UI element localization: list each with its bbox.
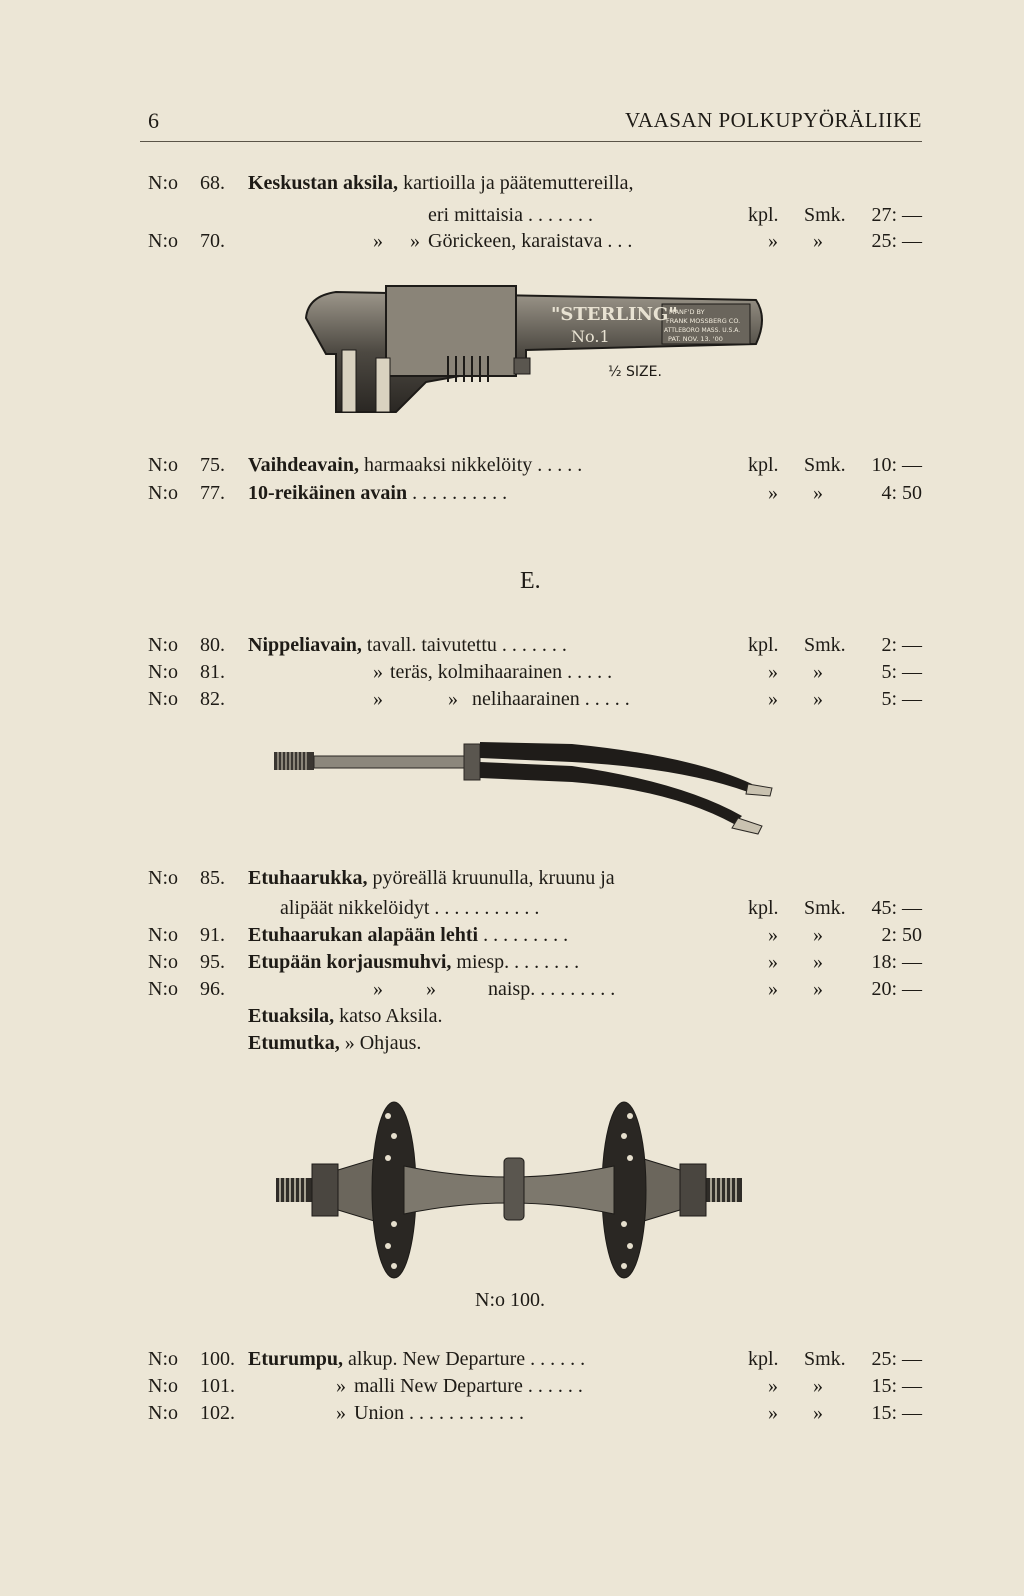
item-number: 101.	[200, 1375, 235, 1397]
item-description	[248, 170, 634, 196]
item-number: 85.	[200, 867, 225, 889]
item-no-label: N:o	[148, 867, 178, 889]
item-row	[148, 452, 922, 478]
item-unit: kpl.	[748, 454, 779, 476]
item-price: 4: 50	[881, 482, 922, 504]
item-row	[148, 659, 922, 685]
item-description	[248, 865, 615, 891]
item-currency: Smk.	[804, 454, 846, 476]
item-price: 5: —	[881, 688, 922, 710]
item-description	[248, 1030, 421, 1056]
item-detail: alipäät nikkelöidyt . . . . . . . . . . .	[280, 897, 540, 919]
running-title: VAASAN POLKUPYÖRÄLIIKE	[624, 108, 922, 132]
ditto-mark: »	[448, 688, 458, 710]
item-unit: »	[768, 230, 778, 252]
item-price: 18: —	[871, 951, 922, 973]
item-currency: »	[813, 924, 823, 946]
item-number: 96.	[200, 978, 225, 1000]
item-unit: kpl.	[748, 897, 779, 919]
wrench-scale-label: ½ SIZE.	[608, 364, 662, 380]
item-price: 5: —	[881, 661, 922, 683]
ditto-mark: »	[336, 1402, 346, 1424]
item-currency: »	[813, 230, 823, 252]
item-row	[148, 632, 922, 658]
item-price: 25: —	[871, 1348, 922, 1370]
item-no-label: N:o	[148, 951, 178, 973]
item-price: 45: —	[871, 897, 922, 919]
page-header	[148, 104, 922, 140]
item-currency: »	[813, 978, 823, 1000]
item-price: 15: —	[871, 1375, 922, 1397]
item-number: 82.	[200, 688, 225, 710]
item-row-continued	[148, 895, 922, 921]
item-detail: pyöreällä kruunulla, kruunu ja	[372, 867, 615, 889]
item-name: Etuaksila,	[248, 1005, 335, 1027]
item-currency: »	[813, 661, 823, 683]
fork-illustration	[272, 738, 802, 858]
item-number: 91.	[200, 924, 225, 946]
hub-body	[338, 1102, 680, 1278]
item-description	[248, 1003, 443, 1029]
item-row	[148, 1346, 922, 1372]
item-name: Etupään korjausmuhvi,	[248, 951, 452, 973]
wrench-brand-label: "STERLING"	[551, 304, 678, 325]
item-name: Eturumpu,	[248, 1348, 344, 1370]
item-number: 70.	[200, 230, 225, 252]
item-no-label: N:o	[148, 230, 178, 252]
item-number: 81.	[200, 661, 225, 683]
item-no-label: N:o	[148, 1402, 178, 1424]
item-name: Keskustan aksila,	[248, 172, 399, 194]
item-no-label: N:o	[148, 978, 178, 1000]
item-detail: tavall. taivutettu . . . . . . .	[366, 634, 567, 656]
item-name: Nippeliavain,	[248, 634, 362, 656]
header-rule	[140, 141, 922, 142]
item-detail: harmaaksi nikkelöity . . . . .	[363, 454, 583, 476]
item-detail: nelihaarainen . . . . .	[472, 688, 630, 710]
item-number: 68.	[200, 172, 225, 194]
item-description	[248, 480, 507, 506]
item-number: 95.	[200, 951, 225, 973]
item-row	[148, 865, 922, 891]
cross-reference	[148, 1030, 922, 1056]
item-name: Etumutka,	[248, 1032, 340, 1054]
item-unit: »	[768, 978, 778, 1000]
item-name: Etuhaarukka,	[248, 867, 368, 889]
hub-illustration	[274, 1096, 744, 1286]
item-description	[248, 949, 579, 975]
item-row	[148, 949, 922, 975]
item-no-label: N:o	[148, 454, 178, 476]
item-currency: »	[813, 482, 823, 504]
item-row	[148, 1400, 922, 1426]
fork-steerer	[274, 744, 480, 780]
item-detail: katso Aksila.	[339, 1005, 443, 1027]
item-no-label: N:o	[148, 924, 178, 946]
item-currency: »	[813, 951, 823, 973]
item-unit: »	[768, 482, 778, 504]
fork-blades	[480, 742, 772, 834]
item-unit: kpl.	[748, 634, 779, 656]
item-detail: malli New Departure . . . . . .	[354, 1375, 583, 1397]
item-detail: Union . . . . . . . . . . . .	[354, 1402, 524, 1424]
item-price: 10: —	[871, 454, 922, 476]
item-detail: kartioilla ja päätemuttereilla,	[403, 172, 634, 194]
item-unit: »	[768, 661, 778, 683]
item-detail: eri mittaisia . . . . . . .	[428, 204, 593, 226]
ditto-mark: »	[373, 978, 383, 1000]
ditto-mark: »	[373, 230, 383, 252]
item-price: 2: 50	[881, 924, 922, 946]
section-heading: E.	[520, 568, 541, 594]
item-number: 75.	[200, 454, 225, 476]
item-price: 15: —	[871, 1402, 922, 1424]
item-currency: »	[813, 1402, 823, 1424]
wrench-illustration	[296, 278, 776, 428]
item-row	[148, 686, 922, 712]
item-description	[248, 922, 568, 948]
item-currency: Smk.	[804, 204, 846, 226]
item-no-label: N:o	[148, 1348, 178, 1370]
item-price: 27: —	[871, 204, 922, 226]
item-row	[148, 922, 922, 948]
item-no-label: N:o	[148, 482, 178, 504]
item-description	[248, 1346, 585, 1372]
item-row-continued	[148, 202, 922, 228]
item-currency: »	[813, 1375, 823, 1397]
ditto-mark: »	[373, 661, 383, 683]
page-number: 6	[148, 108, 159, 133]
item-row	[148, 976, 922, 1002]
item-name: Vaihdeavain,	[248, 454, 359, 476]
item-row	[148, 1373, 922, 1399]
item-description	[248, 452, 582, 478]
item-unit: »	[768, 924, 778, 946]
item-no-label: N:o	[148, 688, 178, 710]
wrench-maker-line: PAT. NOV. 13. '00	[668, 335, 723, 343]
wrench-body	[306, 286, 762, 412]
item-unit: »	[768, 1375, 778, 1397]
item-currency: »	[813, 688, 823, 710]
ditto-mark: »	[426, 978, 436, 1000]
item-row	[148, 480, 922, 506]
item-no-label: N:o	[148, 172, 178, 194]
wrench-maker-line: ATTLEBORO MASS. U.S.A.	[664, 327, 741, 334]
hub-caption: N:o 100.	[475, 1289, 545, 1311]
item-unit: »	[768, 951, 778, 973]
cross-reference	[148, 1003, 922, 1029]
item-name: Etuhaarukan alapään lehti	[248, 924, 479, 946]
wrench-model-label: No.1	[571, 327, 610, 346]
item-no-label: N:o	[148, 634, 178, 656]
item-name: 10-reikäinen avain	[248, 482, 408, 504]
item-detail: Görickeen, karaistava . . .	[428, 230, 633, 252]
wrench-maker-line: FRANK MOSSBERG CO.	[666, 317, 741, 325]
item-number: 80.	[200, 634, 225, 656]
item-unit: kpl.	[748, 1348, 779, 1370]
item-detail: Ohjaus.	[359, 1032, 422, 1054]
ditto-mark: »	[344, 1032, 355, 1054]
ditto-mark: »	[410, 230, 420, 252]
item-row	[148, 170, 922, 196]
item-detail: miesp. . . . . . . .	[456, 951, 580, 973]
item-unit: »	[768, 1402, 778, 1424]
item-unit: »	[768, 688, 778, 710]
item-no-label: N:o	[148, 661, 178, 683]
item-detail: naisp. . . . . . . . .	[488, 978, 616, 1000]
ditto-mark: »	[373, 688, 383, 710]
item-row	[148, 228, 922, 254]
item-description	[248, 632, 567, 658]
item-price: 25: —	[871, 230, 922, 252]
item-number: 77.	[200, 482, 225, 504]
item-detail: . . . . . . . . . .	[412, 482, 508, 504]
item-no-label: N:o	[148, 1375, 178, 1397]
item-detail: teräs, kolmihaarainen . . . . .	[390, 661, 613, 683]
item-number: 102.	[200, 1402, 235, 1424]
item-currency: Smk.	[804, 897, 846, 919]
item-price: 20: —	[871, 978, 922, 1000]
item-currency: Smk.	[804, 634, 846, 656]
ditto-mark: »	[336, 1375, 346, 1397]
item-currency: Smk.	[804, 1348, 846, 1370]
item-detail: alkup. New Departure . . . . . .	[348, 1348, 586, 1370]
item-price: 2: —	[881, 634, 922, 656]
wrench-maker-line: MANF'D BY	[669, 308, 705, 316]
item-number: 100.	[200, 1348, 235, 1370]
item-detail: . . . . . . . . .	[483, 924, 569, 946]
item-unit: kpl.	[748, 204, 779, 226]
